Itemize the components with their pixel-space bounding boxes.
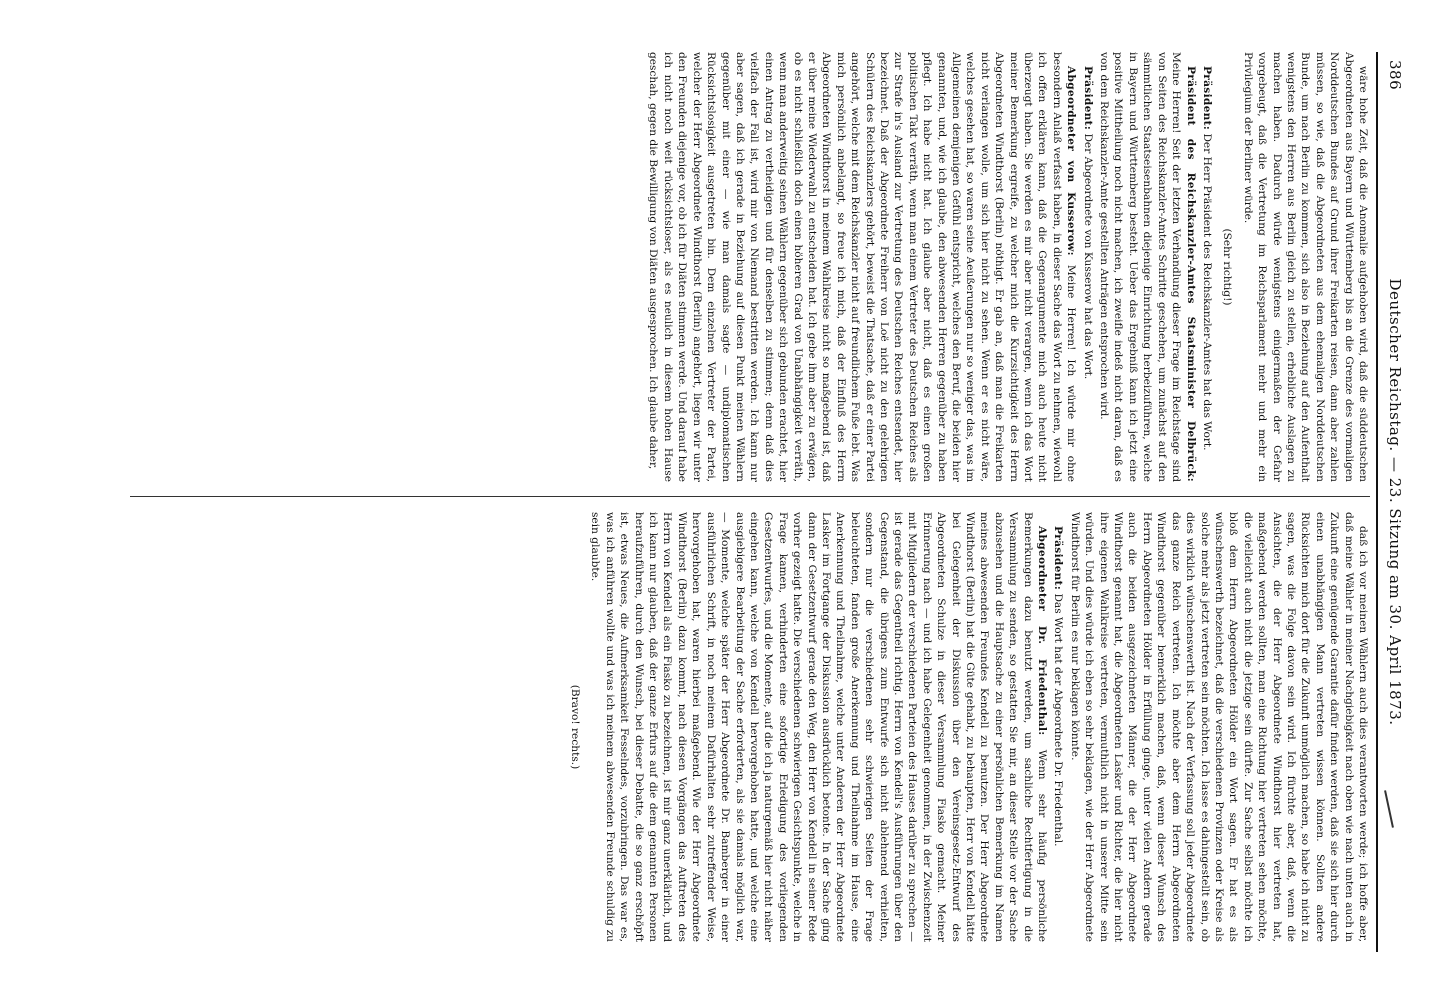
left-paragraph-4	[1080, 52, 1094, 482]
speech-text: Meine Herren! Ich würde mir ohne besondern Anlaß verfasst haben, in dieser Sache das Wort zu nehmen, wiewohl ich offen erklären kann, daß die Gegenargumente mich auch heute nicht überzeugt haben. Sie werden es mir aber nicht verargen, wenn ich das Wort meiner Bemerkung ergreife, zu welcher mich die Kurzsichtigkeit des Herrn Abgeordneten Windthorst (Berlin) nöthigt. Er gab an, daß man die Freikarten nicht verlangen wolle, um sich hier nicht zu sehen. Wenn er es nicht wäre, welches gesehen hat, so waren seine Aeußerungen nur so weniger das, was im Allgemeinen demjenigen Gefühl entspricht, welches den Beruf, die beiden hier genannten, und, wie ich glaube, den abwesenden Herren gegenüber zu haben pflegt. Ich habe nicht hat. Ich glaube aber nicht, daß es einen großen politischen Takt verräth, wenn man einem Vertreter des Deutschen Reiches als zur Strafe in's Ausland zur Vertretung des Deutschen Reiches entsendet, hier bezeichnet. Daß der Abgeordnete Freiherr von Loë nicht zu den gelehrigen Schülern des Reichskanzlers gehört, beweist die Thatsache, daß er einer Partei angehört, welche mit dem Reichskanzler nicht auf freundlichem Fuße lebt. Was mich persönlich anbelangt, so freue ich mich, daß der Einfluß des Herrn Abgeordneten Windthorst in meinem Wahlkreise nicht so maßgebend ist, daß er über meine Wiederwahl zu entscheiden hat. Ich gebe ihm aber zu erwägen, ob es nicht schließlich doch einen höheren Grad von Unabhängigkeit verräth, wenn man anderweitig seinen Wählern gegenüber sich gebunden erachtet, hier einen Antrag zu vertheidigen und für denselben zu stimmen; denn daß dies vielfach der Fall ist, wird mir von Niemand bestritten werden. Ich kann nur aber sagen, daß ich gerade in Beziehung auf diesen Punkt meinen Wählern gegenüber mit einer — wie man damals sagte — undiplomatischen Rücksichtslosigkeit ausgetreten bin. Dem einzelnen Vertreter der Partei, welcher der Herr Abgeordnete Windthorst (Berlin) angehört, liegen wir unter den Freunden diejenige vor, ob ich für Diäten stimmen werde. Und darauf habe ich nicht noch weit rücksichtsloser, als es neulich in diesem hohen Hause geschah, gegen die Bewilligung von Diäten ausgesprochen. Ich glaube daher,	[647, 52, 1078, 482]
digitization-credit	[1414, 0, 1430, 1000]
left-paragraph-1: wäre hohe Zeit, daß die Anomalie aufgehoben wird, daß die süddeutschen Abgeordneten aus Bayern und Württemberg bis an die Grenze des vormaligen Norddeutschen Bundes auf Grund ihrer Freikarten reisen, dann aber zahlen müssen, so wie, daß die Abgeordneten aus dem ehemaligen Norddeutschen Bunde, um nach Berlin zu kommen, sich also in Beziehung auf den Aufenthalt wenigstens den Herren aus Berlin gleich zu stellen, erhebliche Auslagen zu machen haben. Dadurch würde wenigstens einigermaßen der Gefahr vorgebeugt, daß die Vertretung im Reichsparlament mehr und mehr ein Privilegium der Berliner würde.	[1241, 52, 1369, 482]
page-header	[1376, 52, 1410, 952]
speech-text: Der Abgeordnete von Kusserow hat das Wort.	[1081, 133, 1094, 380]
applause-sehr-richtig: (Sehr richtig!)	[1221, 228, 1234, 306]
header-rule	[1376, 52, 1378, 952]
column-divider	[130, 496, 1370, 497]
speech-text: Der Herr Präsident des Reichskanzler-Amtes hat das Wort.	[1200, 133, 1213, 451]
running-title: Deutscher Reichstag. — 23. Sitzung am 30. April 1873.	[1386, 278, 1404, 726]
speech-text: Das Wort hat der Abgeordnete Dr. Friedenthal.	[1052, 593, 1065, 847]
speech-text: Meine Herren! Seit der letzten Verhandlung dieser Frage im Reichstage sind von Seiten des Reichskanzler-Amtes Schritte geschehen, um zunächst auf den sämmtlichen Staatseisenbahnen diejenige Einrichtung herbeizuführen, welche in Bayern und Württemberg besteht. Ueber das Ergebniß kann ich jetzt eine positive Mittheilung noch nicht machen, ich zweifle indeß nicht daran, daß es von dem Reichskanzler-Amte gestellten Anträgen entsprochen wird.	[1098, 52, 1183, 482]
left-paragraph-3	[1097, 52, 1198, 482]
right-paragraph-1: daß ich vor meinen Wählern auch dies verantworten werde; ich hoffe aber, daß meine Wähler in meiner Nachgiebigkeit nach oben wie nach unten auch in Zukunft eine genügende Garantie dafür finden werden, daß sie sich hier durch einen unabhängigen Mann vertreten wissen können. Sollten andere Rücksichten mich dort für die Zukunft unmöglich machen, so habe ich nicht zu sagen, was die Folge davon sein wird. Ich fürchte aber, daß, wenn die Ansichten, die der Herr Abgeordnete Windthorst hier vertreten hat, maßgebend werden sollten, man eine Richtung hier vertreten sehen möchte, die vielleicht auch nicht die jetzige sein dürfte. Zur Sache selbst möchte ich bloß dem Herrn Abgeordneten Hölder ein Wort sagen. Er hat es als wünschenswerth bezeichnet, daß die verschiedenen Provinzen oder Kreise als solche mehr als jetzt vertreten sein möchten. Ich lasse es dahingestellt sein, ob dies wirklich wünschenswerth ist. Nach der Verfassung soll jeder Abgeordnete das ganze Reich vertreten. Ich möchte aber dem Herrn Abgeordneten Windthorst gegenüber bemerklich machen, daß, wenn dieser Wunsch des Herrn Abgeordneten Hölder in Erfüllung ginge, unter vielen Andern gerade auch die beiden ausgezeichneten Männer, die der Herr Abgeordnete Windthorst genannt hat, die Abgeordneten Lasker und Richter, die hier nicht ihre eigenen Wahlkreise vertreten, vermuthlich nicht in unserer Mitte sein würden. Und dies würde ich eben so sehr beklagen, wie der Herr Abgeordnete Windthorst für Berlin es nur beklagen könnte.	[1068, 512, 1369, 942]
page-number: 386	[1386, 60, 1404, 91]
speaker-label: Abgeordneter Dr. Friedenthal:	[1036, 526, 1049, 736]
speaker-label: Präsident:	[1052, 526, 1065, 591]
right-column	[120, 512, 1370, 942]
right-paragraph-3	[588, 512, 1049, 942]
applause-bravo: (Bravo! rechts.)	[569, 684, 582, 770]
left-column	[120, 52, 1370, 482]
rotated-sheet	[60, 52, 1410, 952]
left-paragraph-5	[646, 52, 1078, 482]
speaker-label: Abgeordneter von Kusserow:	[1065, 66, 1078, 256]
speaker-label: Präsident:	[1200, 66, 1213, 131]
speech-text: Wenn sehr häufig persönliche Bemerkungen dazu benutzt werden, um sachliche Rechtfertigung in die Versammlung zu senden, so gestatten Sie mir, an dieser Stelle vor der Sache abzusehen und die Hauptsache zu einer persönlichen Bemerkung im Namen meines abwesenden Freundes Kendell zu benutzen. Der Herr Abgeordnete Windthorst (Berlin) hat die Güte gehabt, zu behaupten, Herr von Kendell hätte bei Gelegenheit der Diskussion über den Vereinsgesetz-Entwurf des Abgeordneten Schulze in dieser Versammlung Fiasko gemacht. Meiner Erinnerung nach — und ich habe Gelegenheit genommen, in der Zwischenzeit mit Mitgliedern der verschiedenen Parteien des Hauses darüber zu sprechen — ist gerade das Gegentheil richtig. Herrn von Kendell's Ausführungen über den Gegenstand, die übrigens zum Entwurfe sich nicht ablehnend verhielten, sondern nur die verschiedenen sehr schwierigen Seiten der Frage beleuchteten, fanden große Anerkennung und Theilnahme im Hause, eine Anerkennung und Theilnahme, welche unter Anderen der Herr Abgeordnete Lasker im Fortgange der Diskussion ausdrücklich betonte. In der Sache ging dann der Gesetzentwurf gerade den Weg, den Herr von Kendell in seiner Rede vorher gezeigt hatte. Die verschiedenen schwierigen Gesichtspunkte, welche in Frage kamen, verhinderten eine sofortige Erledigung des vorliegenden Gesetzentwurfes, und die Momente, auf die ich ja naturgemäß hier nicht näher eingehen kann, welche von Kendell hervorgehoben hatte, und welche eine ausgiebigere Bearbeitung der Sache erforderten, als sie damals möglich war, — Momente, welche später der Herr Abgeordnete Dr. Bamberger in einer ausführlichen Schrift, in noch meinem Dafürhalten sehr zutreffender Weise, hervorgehoben hat, waren hierbei maßgebend. Wie der Herr Abgeordnete Windthorst (Berlin) dazu kommt, nach diesen Vorgängen das Auftreten des Herrn von Kendell als ein Fiasko zu bezeichnen, ist mir ganz unerklärlich, und ich kann nur glauben, daß der ganze Erfurs auf die dem genannten Personen heraufzuführen, durch den Wunsch, bei dieser Debatte, die so ganz erschöpft ist, etwas Neues, die Aufmerksamkeit Fesselndes, vorzubringen. Das war es, was ich anführen wollte und was ich meinem abwesenden Freunde schuldig zu sein glaubte.	[589, 512, 1049, 942]
speaker-label: Präsident:	[1081, 66, 1094, 131]
left-paragraph-2	[1200, 52, 1214, 482]
right-paragraph-2	[1051, 512, 1065, 942]
speaker-label: Präsident des Reichskanzler-Amtes Staatsminister Delbrück:	[1184, 66, 1197, 482]
